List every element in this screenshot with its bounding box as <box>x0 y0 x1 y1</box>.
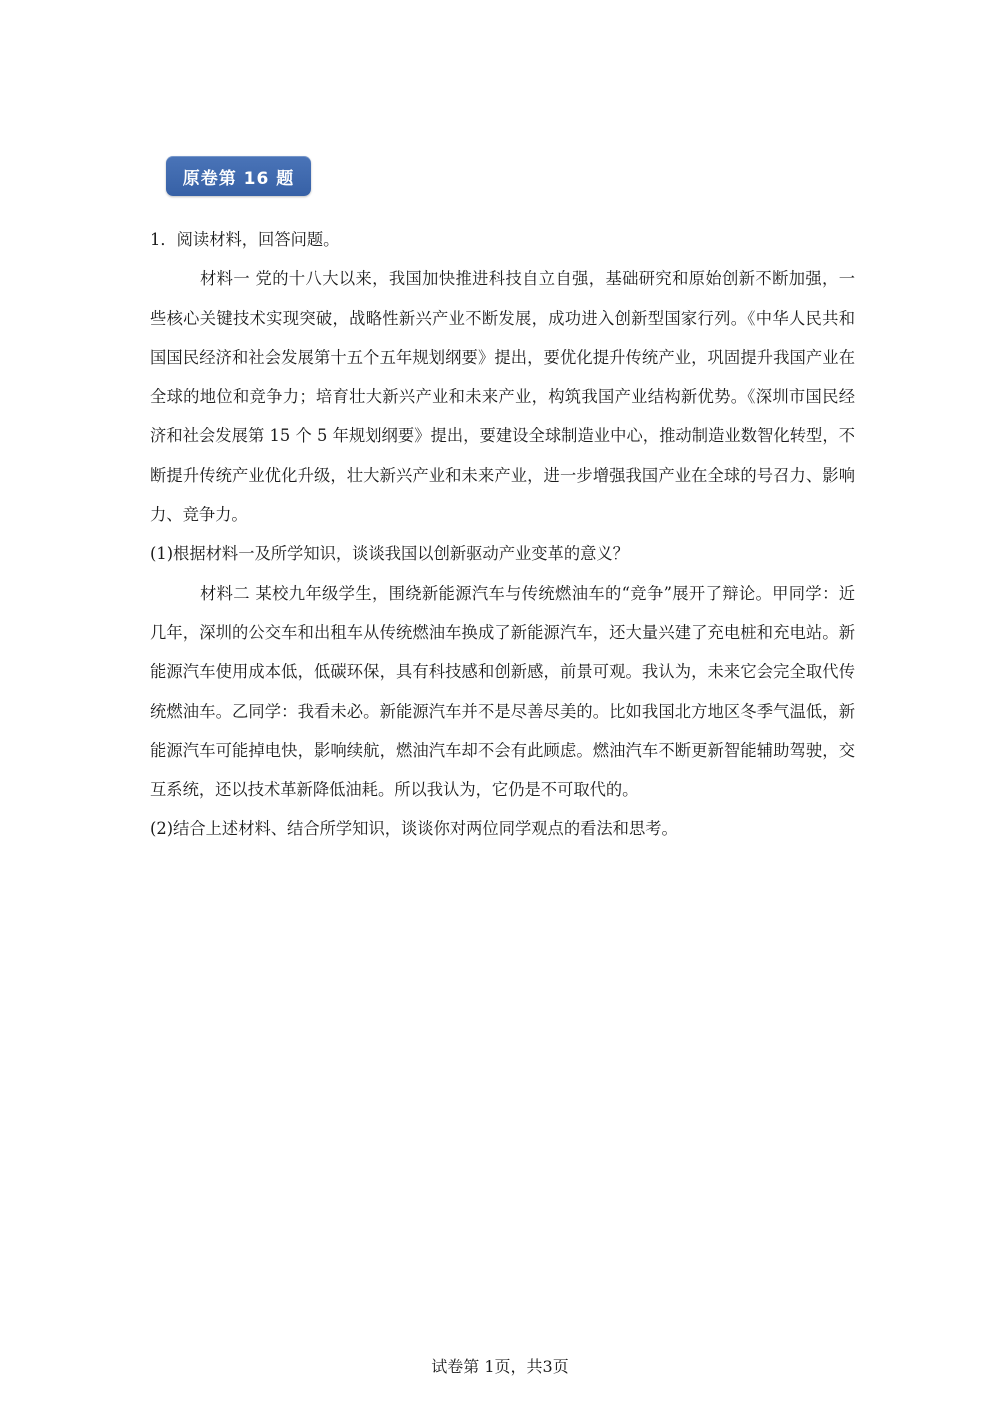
question-body <box>150 220 855 849</box>
question-intro: 1．阅读材料，回答问题。 <box>150 230 340 249</box>
sub-question-2: (2)结合上述材料、结合所学知识，谈谈你对两位同学观点的看法和思考。 <box>150 819 678 839</box>
material-one-paragraph: 材料一 党的十八大以来，我国加快推进科技自立自强，基础研究和原始创新不断加强，一些核心关键技术实现突破，战略性新兴产业不断发展，成功进入创新型国家行列。《中华人民共和国国民经济和社会发展第十五个五年规划纲要》提出，要优化提升传统产业，巩固提升我国产业在全球的地位和竞争力；培育壮大新兴产业和未来产业，构筑我国产业结构新优势。《深圳市国民经济和社会发展第 15 个 5 年规划纲要》提出，要建设全球制造业中心，推动制造业数智化转型，不断提升传统产业优化升级，壮大新兴产业和未来产业，进一步增强我国产业在全球的号召力、影响力、竞争力。 <box>150 269 855 525</box>
sub-question-1: (1)根据材料一及所学知识，谈谈我国以创新驱动产业变革的意义？ <box>150 544 629 564</box>
badge-label: 原卷第 16 题 <box>182 168 295 189</box>
page-number: 试卷第 1页，共3页 <box>431 1357 569 1376</box>
material-two-paragraph: 材料二 某校九年级学生，围绕新能源汽车与传统燃油车的“竞争”展开了辩论。甲同学：近几年，深圳的公交车和出租车从传统燃油车换成了新能源汽车，还大量兴建了充电桩和充电站。新能源汽车使用成本低，低碳环保，具有科技感和创新感，前景可观。我认为，未来它会完全取代传统燃油车。乙同学：我看未必。新能源汽车并不是尽善尽美的。比如我国北方地区冬季气温低，新能源汽车可能掉电快，影响续航，燃油汽车却不会有此顾虑。燃油汽车不断更新智能辅助驾驶，交互系统，还以技术革新降低油耗。所以我认为，它仍是不可取代的。 <box>150 583 855 800</box>
page-footer <box>0 1354 1000 1377</box>
question-source-badge <box>166 156 311 196</box>
